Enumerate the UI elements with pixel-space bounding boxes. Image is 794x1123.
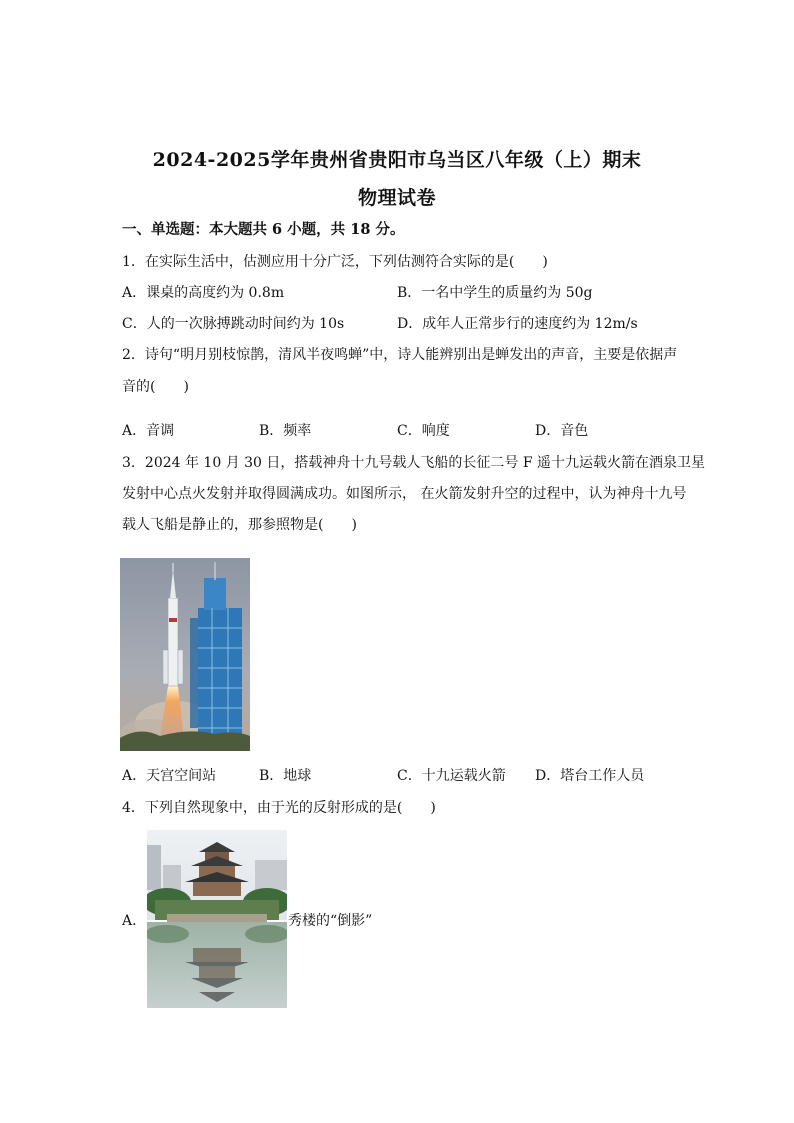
q2-option-d: D．音色 [535, 423, 589, 439]
q3-option-d: D．塔台工作人员 [535, 768, 645, 784]
question-4-stem: 4．下列自然现象中，由于光的反射形成的是( ) [122, 800, 436, 816]
question-2-stem-line2: 音的( ) [122, 379, 189, 395]
q1-option-c: C．人的一次脉搏跳动时间约为 10s [122, 316, 345, 332]
q2-option-c: C．响度 [397, 423, 450, 439]
q4-option-a-caption: 秀楼的“倒影” [288, 913, 373, 929]
paper-title-line2: 物理试卷 [357, 187, 436, 209]
section-heading: 一、单选题：本大题共 6 小题，共 18 分。 [122, 221, 405, 238]
paper-title-line1: 2024-2025学年贵州省贵阳市乌当区八年级（上）期末 [152, 149, 642, 171]
q4-option-a-label: A． [122, 913, 147, 929]
question-3-stem-line2: 发射中心点火发射并取得圆满成功。如图所示， 在火箭发射升空的过程中，认为神舟十九号 [122, 486, 687, 502]
q2-option-a: A．音调 [122, 423, 175, 439]
q1-option-b: B．一名中学生的质量约为 50g [397, 285, 593, 301]
question-3-stem-line3: 载人飞船是静止的，那参照物是( ) [122, 517, 357, 533]
q1-option-a: A．课桌的高度约为 0.8m [122, 285, 285, 301]
rocket-launch-photo [120, 558, 250, 751]
q3-option-b: B．地球 [259, 768, 312, 784]
pavilion-reflection-photo [147, 830, 287, 1008]
question-3-stem-line1: 3．2024 年 10 月 30 日，搭载神舟十九号载人飞船的长征二号 F 遥十九运载火箭在酒泉卫星 [122, 455, 706, 471]
q2-option-b: B．频率 [259, 423, 312, 439]
q3-option-c: C．十九运载火箭 [397, 768, 506, 784]
question-2-stem-line1: 2．诗句“明月别枝惊鹊，清风半夜鸣蝉”中，诗人能辨别出是蝉发出的声音，主要是依据声 [122, 347, 678, 363]
question-1-stem: 1．在实际生活中，估测应用十分广泛，下列估测符合实际的是( ) [122, 254, 548, 270]
q1-option-d: D．成年人正常步行的速度约为 12m/s [397, 316, 638, 332]
q3-option-a: A．天宫空间站 [122, 768, 217, 784]
